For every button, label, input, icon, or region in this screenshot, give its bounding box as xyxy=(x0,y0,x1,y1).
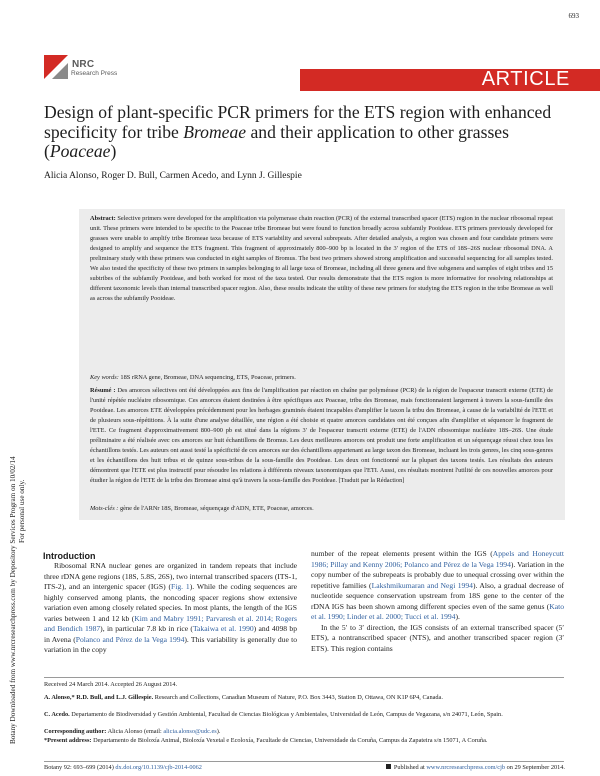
download-notice: Botany Downloaded from www.nrcresearchpress.com by Depository Services Program on 10/02/14 xyxy=(9,456,17,744)
citation-link[interactable]: Takaiwa et al. 1990 xyxy=(192,624,254,634)
personal-use-notice: For personal use only. xyxy=(18,479,26,543)
citation-link[interactable]: Polanco and Pérez de la Vega 1994 xyxy=(75,634,185,644)
download-sidebar xyxy=(5,190,29,750)
email-link[interactable]: alicia.alonso@udc.es xyxy=(163,728,217,735)
corresponding-text: Alicia Alonso (email: xyxy=(106,728,164,735)
corresponding-text: ). xyxy=(216,728,221,735)
citation-link[interactable]: Appels and Honeycutt 1986; Pillay and Kenny 2006; Polanco and Pérez de la Vega 1994 xyxy=(311,549,564,569)
corresponding-label: Corresponding author: xyxy=(44,728,107,735)
section-heading-introduction: Introduction xyxy=(43,551,96,561)
footnote-divider xyxy=(44,677,564,678)
affiliation-authors: C. Acedo. xyxy=(44,711,70,718)
nrc-logo-icon xyxy=(44,55,68,79)
title-italic-family: Poaceae xyxy=(49,141,111,161)
mots-cles-label: Mots-clés : xyxy=(90,505,119,512)
intro-paragraph: In the 5′ to 3′ direction, the IGS consists of an external transcribed spacer (5′ ETS), a nontranscribed spacer (NTS), and another transcribed spacer region (3′ ETS). This region contains xyxy=(311,622,564,653)
present-address xyxy=(44,737,564,745)
keywords-label: Key words: xyxy=(90,374,119,381)
section-banner xyxy=(300,69,600,91)
bottom-divider xyxy=(44,761,564,762)
citation-link[interactable]: Kato et al. 1990; Linder et al. 2000; Tucci et al. 1994 xyxy=(311,601,564,622)
square-bullet-icon xyxy=(386,764,391,769)
resume-label: Résumé : xyxy=(90,387,116,394)
section-label: ARTICLE xyxy=(481,68,570,90)
publisher-logo xyxy=(44,55,164,95)
intro-column-left xyxy=(44,561,297,656)
publication-note xyxy=(386,764,565,771)
keywords-text: 18S rRNA gene, Bromeae, DNA sequencing, ETS, Poaceae, primers. xyxy=(118,374,296,381)
title-italic-taxon: Bromeae xyxy=(183,121,247,142)
figure-link[interactable]: Fig. 1 xyxy=(171,582,190,592)
journal-ref: Botany 92: 693–699 (2014) xyxy=(44,764,116,771)
intro-paragraph: Ribosomal RNA nuclear genes are organized in tandem repeats that include three rDNA gene regions (18S, 5.8S, 26S), two internal transcribed spacers (ITS-1, ITS-2), and an intergenic spacer (IGS) (Fig. 1). While the coding sequences are highly conserved among plants, the noncoding spacer regions show extensive variation even among closely related species. In most plants, the length of the IGS varies between 1 and 12 kb (Kim and Mabry 1991; Parvaresh et al. 2014; Rogers and Bendich 1987), in particular 7.8 kb in rice (Takaiwa et al. 1990) and 4098 bp in Avena (Polanco and Pérez de la Vega 1994). This variability is generally due to variation in the copy xyxy=(44,561,298,655)
mots-cles xyxy=(90,504,553,514)
present-address-label: *Present address: xyxy=(44,737,92,744)
title-text: ) xyxy=(110,141,117,161)
abstract-text: Selective primers were developed for the amplification via polymerase chain reaction (PCR) of the external transcribed spacer (ETS) region in the nuclear ribosomal repeat unit. These primers were intended to be specific to the Poaceae tribe Bromeae but were found to function broadly across subfamily Pooideae. ETS primers previously developed for grasses were unable to amplify tribe Bromeae taxa because of ETS variability and several subrepeats. After detailed analysis, a region was chosen and four candidate primers were designed to amplify and sequence the ETS fragment. This fragment of approximately 800–900 bp is located in the 3′ region of the ETS of 18S–26S nuclear ribosomal DNA. A preliminary study with these primers was conducted in eight samples of Bromus. The best two primers showed strong amplification and successful sequencing for all samples tested. We also tested the specificity of these two primers in samples belonging to all large taxa of Bromeae, including all three genera and five subgenera and samples of eight tribes and 15 subtribes of the subfamily Pooideae, and both worked for most of the taxa tested. Our results demonstrate that the ETS region is more informative for resolving relationships at different taxonomic levels than internal transcribed spacer region. Also, these results indicate the utility of these new primers for studying the ETS region in the tribe Bromeae as well as across the subfamily Pooideae. xyxy=(90,215,553,302)
published-date: on 29 September 2014. xyxy=(505,764,565,771)
citation-link[interactable]: Kim and Mabry 1991; Parvaresh et al. 2014; Rogers and Bendich 1987 xyxy=(44,613,297,634)
page-number: 693 xyxy=(568,12,579,20)
title-text: Design of plant-specific PCR primers for the ETS region with enhanced specificity for tribe xyxy=(44,102,552,142)
publisher-sub: Research Press xyxy=(71,70,118,77)
affiliation-text: Research and Collections, Canadian Museum of Nature, P.O. Box 3443, Station D, Ottawa, ON K1P 6P4, Canada. xyxy=(153,694,443,701)
affiliation-text: Departamento de Biodiversidad y Gestión Ambiental, Facultad de Ciencias Biológicas y Ambientales, Universidad de León, Campus de Vegazana, s/n 24071, León, Spain. xyxy=(69,711,503,718)
affiliation-authors: A. Alonso,* R.D. Bull, and L.J. Gillespie. xyxy=(44,694,154,701)
journal-citation xyxy=(44,764,202,771)
publisher-name: NRC xyxy=(72,59,95,70)
resume xyxy=(90,386,553,486)
intro-paragraph: number of the repeat elements present within the IGS (Appels and Honeycutt 1986; Pillay and Kenny 2006; Polanco and Pérez de la Vega 1994). Variation in the copy number of the subrepeats is probably due to unequal crossing over within the repetitive families (Lakshmikumaran and Negi 1994). Also, a gradual decrease of nucleotide sequence conservation upstream from 18S gene to the center of the rDNA IGS has been shown among different species even of the same genus (Kato et al. 1990; Linder et al. 2000; Tucci et al. 1994). xyxy=(311,549,565,622)
abstract-label: Abstract: xyxy=(90,215,116,222)
present-address-text: Departamento de Bioloxía Animal, Bioloxía Vexetal e Ecoloxía, Facultade de Ciencias, Universidade da Coruña, Campus da Zapateira s/n 15071, A Coruña. xyxy=(91,737,488,744)
journal-site-link[interactable]: www.nrcresearchpress.com/cjb xyxy=(426,764,505,771)
affiliation-cmn xyxy=(44,694,564,702)
doi-link[interactable]: dx.doi.org/10.1139/cjb-2014-0062 xyxy=(115,764,202,771)
affiliation-leon xyxy=(44,711,564,719)
abstract xyxy=(90,214,553,304)
mots-cles-text: gène de l'ARNr 18S, Bromeae, séquençage d'ADN, ETE, Poaceae, amorces. xyxy=(118,505,314,512)
resume-text: Des amorces sélectives ont été développées aux fins de l'amplification par réaction en chaîne par polymérase (PCR) de la région de l'espaceur transcrit externe (ETE) de l'unité répétée nucléaire ribosomique. Ces amorces étaient destinées à être spécifiques aux Poaceae, tribu des Bromeae, mais fonctionnaient largement à travers la sous-famille des Pooideae. Les amorces ETE développées précédemment pour les herbages graminés étaient incapables d'amplifier le taxon la tribu des Bromeae, à cause de la variabilité de l'ETE et de plusieurs sous-répétitions. À la suite d'une analyse détaillée, une région a été choisie et quatre amorces candidates ont été conçues afin d'amplifier et séquencer le fragment de l'ETE. Ce fragment d'approximativement 800–900 pb est situé dans la régions 3′ de l'espaceur transcrit externe (ETE) de l'ADN ribosomique nucléaire 18S–26S. Une étude préliminaire a été réalisée avec ces amorces sur huit échantillons de Bromus. Les deux meilleures amorces ont produit une forte amplification et un séquençage réussi chez tous les échantillons testés. Les auteurs ont aussi testé la spécificité de ces amorces sur des échantillons appartenant au large taxon des Bromeae, incluant les trois genres, les cinq sous-genres et les échantillons des huit tribus et de quinze sous-tribus de la sous-famille des Pooideae. Les deux ont fonctionné sur la plupart des taxons testés. Les résultats des auteurs démontrent que l'ETE est plus instructif pour résoudre les relations à différents niveaux taxonomiques que l'ETI. Aussi, ces résultats montrent l'utilité de ces nouvelles amorces pour étudier la région de l'ETE de la tribu des Bromeae ainsi qu'à travers la sous-famille des Pooideae. [Traduit par la Rédaction] xyxy=(90,387,553,484)
citation-link[interactable]: Lakshmikumaran and Negi 1994 xyxy=(371,580,473,590)
received-dates: Received 24 March 2014. Accepted 26 August 2014. xyxy=(44,681,178,688)
article-title xyxy=(44,103,564,162)
intro-column-right xyxy=(311,549,564,654)
published-text: Published at xyxy=(393,764,427,771)
author-list: Alicia Alonso, Roger D. Bull, Carmen Acedo, and Lynn J. Gillespie xyxy=(44,171,302,181)
keywords xyxy=(90,373,553,383)
corresponding-author xyxy=(44,728,564,736)
title-text: and their application to other grasses ( xyxy=(44,121,509,161)
